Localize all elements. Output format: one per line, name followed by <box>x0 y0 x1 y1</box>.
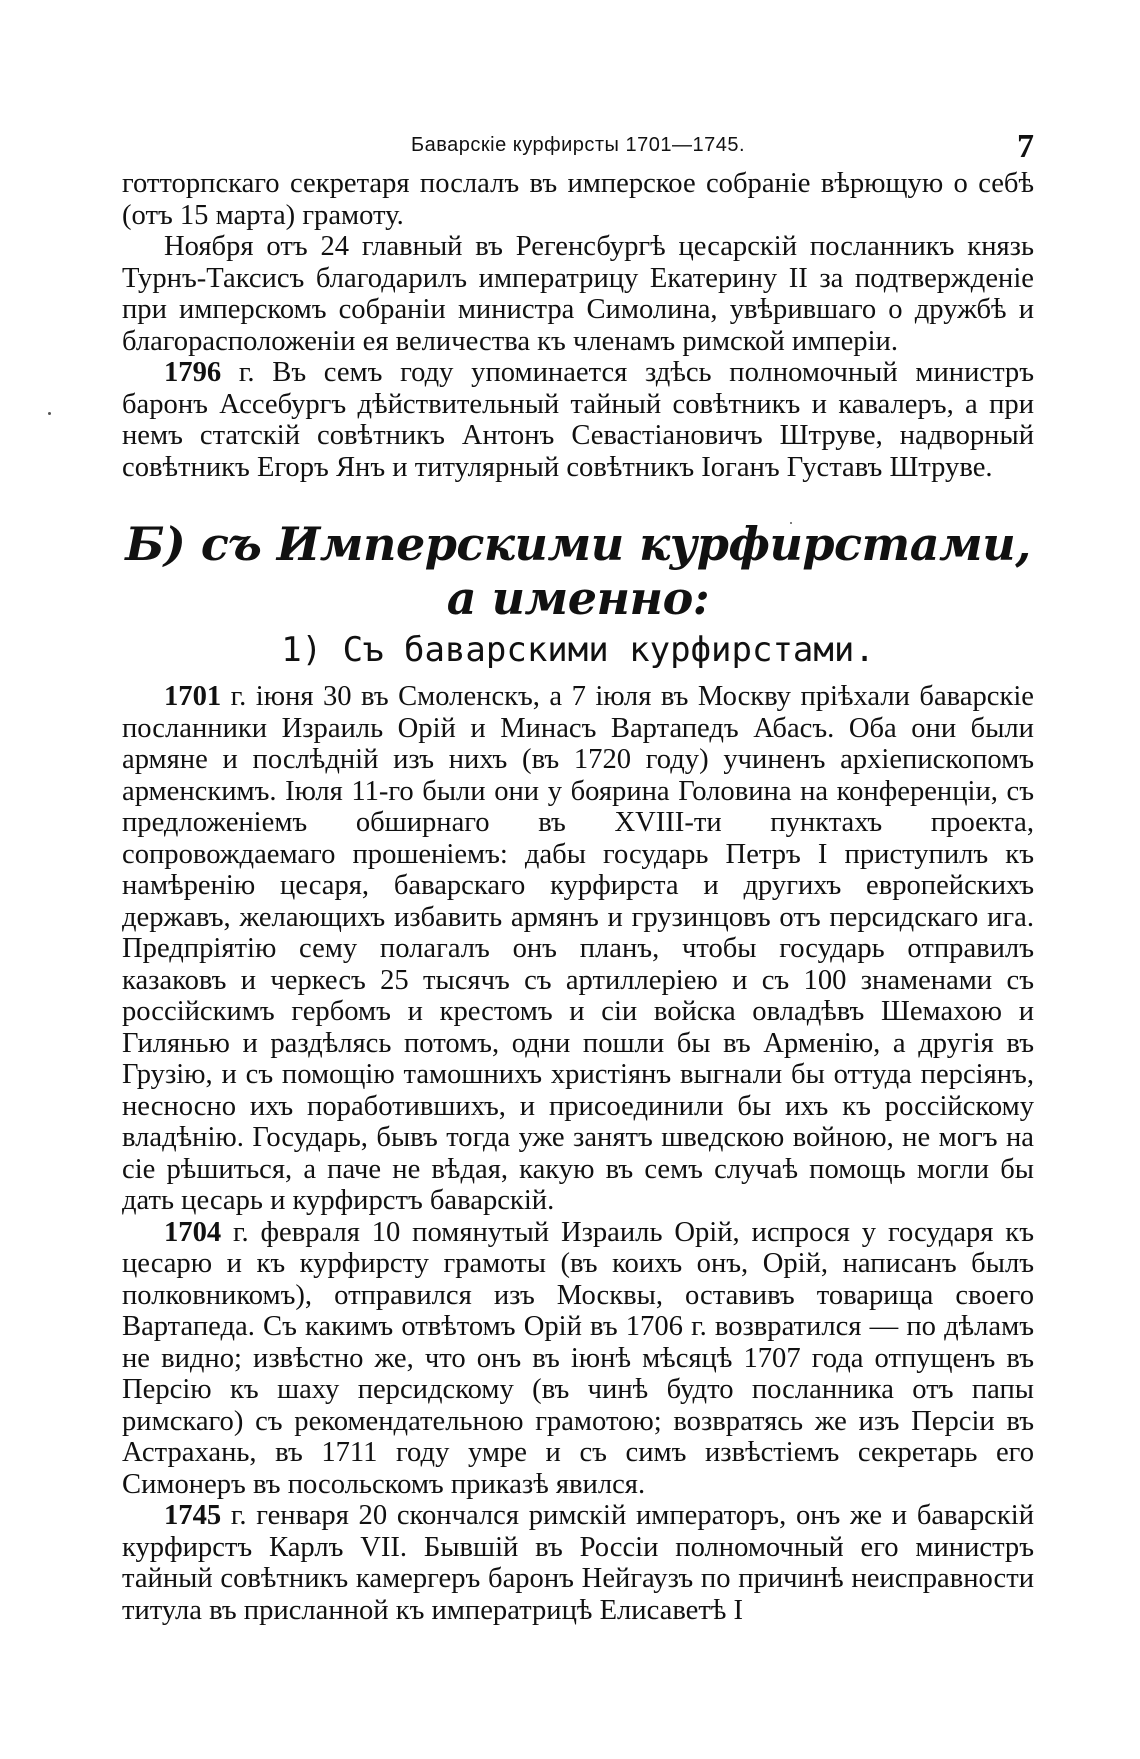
year-1796: 1796 <box>164 357 222 388</box>
book-page <box>122 128 1034 1626</box>
entry-1701 <box>122 681 1034 1217</box>
running-title: Баварскiе курфирсты 1701—1745. <box>410 134 746 156</box>
print-speck <box>48 412 51 415</box>
entry-1745 <box>122 1500 1034 1626</box>
entry-1704 <box>122 1217 1034 1501</box>
entry-1701-text: г. iюня 30 въ Смоленскъ, а 7 iюля въ Москву прiѣхали баварскiе посланники Израиль Орiй и Минасъ Вартапедъ Абасъ. Оба они были армяне и послѣднiй изъ нихъ (въ 1720 году) учиненъ архiепископомъ арменскимъ. Iюля 11-го были они у боярина Головина на конференцiи, съ предложенiемъ обширнаго въ XVIII-ти пунктахъ проекта, сопровождаемаго прошенiемъ: дабы государь Петръ I приступилъ къ намѣренiю цесаря, баварскаго курфирста и другихъ европейскихъ державъ, желающихъ избавить армянъ и грузинцовъ отъ персидскаго ига. Предпрiятiю сему полагалъ онъ планъ, чтобы государь отправилъ казаковъ и черкесъ 25 тысячъ съ артиллерiею и съ 100 знаменами съ россiйскимъ гербомъ и крестомъ и сiи войска овладѣвъ Шемахою и Гилянью и раздѣлясь потомъ, одни пошли бы въ Арменiю, а другiя въ Грузiю, и съ помощiю тамошнихъ христiянъ выгнали бы оттуда персiянъ, несносно ихъ поработившихъ, и присоединили бы ихъ къ россiйскому владѣнiю. Государь, бывъ тогда уже занятъ шведскою войною, не могъ на сiе рѣшиться, а паче не вѣдая, какую въ семъ случаѣ помощь могли бы дать цесарь и курфирстъ баварскiй. <box>122 681 1034 1216</box>
section-heading: Б) съ Имперскими курфирстами, а именно: <box>125 517 1031 625</box>
year-1745: 1745 <box>164 1500 222 1531</box>
running-head <box>122 128 1034 168</box>
year-1701: 1701 <box>164 681 222 712</box>
year-1704: 1704 <box>164 1216 222 1248</box>
entry-1704-text: г. февраля 10 помянутый Израиль Орiй, испрося у государя къ цесарю и къ курфирсту грамоты (въ коихъ онъ, Орiй, написанъ былъ полковникомъ), отправился изъ Москвы, оставивъ товарища своего Вартапеда. Съ какимъ отвѣтомъ Орiй въ 1706 г. возвратился — по дѣламъ не видно; извѣстно же, что онъ въ iюнѣ мѣсяцѣ 1707 года отпущенъ въ Персiю къ шаху персидскому (въ чинѣ будто посланника отъ папы римскаго) съ рекомендательною грамотою; возвратясь же изъ Персiи въ Астрахань, въ 1711 году умре и съ симъ извѣстiемъ секретарь его Симонеръ въ посольскомъ приказѣ явился. <box>122 1216 1034 1500</box>
paragraph-continuation: готторпскаго секретаря послалъ въ имперское собранiе вѣрющую о себѣ (отъ 15 марта) грамоту. <box>122 168 1034 231</box>
entry-1745-text: г. генваря 20 скончался римскiй императоръ, онъ же и баварскiй курфирстъ Карлъ VII. Бывшiй въ Россiи полномочный его министръ тайный совѣтникъ камергеръ баронъ Нейгаузъ по причинѣ неисправности титула въ присланной къ императрицѣ Елисаветѣ I <box>122 1500 1034 1626</box>
paragraph-november: Ноября отъ 24 главный въ Регенсбургѣ цесарскiй посланникъ князь Турнъ-Таксисъ благодарилъ императрицу Екатерину II за подтвержденiе при имперскомъ собранiи министра Симолина, увѣрившаго о дружбѣ и благорасположенiи ея величества къ членамъ римской имперiи. <box>122 231 1034 357</box>
sub-heading: 1) Съ баварскими курфирстами. <box>281 630 875 670</box>
page-number: 7 <box>1017 128 1034 165</box>
paragraph-1796 <box>122 357 1034 483</box>
paragraph-1796-text: г. Въ семъ году упоминается здѣсь полномочный министръ баронъ Ассебургъ дѣйствительный тайный совѣтникъ и кавалеръ, а при немъ статскiй совѣтникъ Антонъ Севастiановичъ Штруве, надворный совѣтникъ Егоръ Янъ и титулярный совѣтникъ Iоганъ Густавъ Штруве. <box>122 357 1034 483</box>
